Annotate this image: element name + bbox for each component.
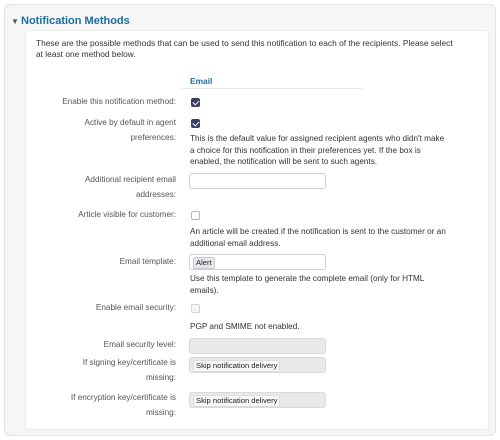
intro-text: These are the possible methods that can be used to send this notification to each of the recipients. Please select at least one method below. — [36, 38, 453, 59]
header-divider — [182, 88, 362, 89]
signing-missing-label-line2: missing: — [145, 373, 176, 382]
active-default-label-line1: Active by default in agent — [84, 118, 176, 127]
encryption-missing-label-line2: missing: — [145, 408, 176, 417]
security-level-select[interactable] — [189, 338, 326, 354]
active-default-checkbox[interactable] — [191, 119, 200, 128]
enable-method-checkbox[interactable] — [191, 98, 200, 107]
encryption-missing-label-line1: If encryption key/certificate is — [70, 393, 176, 402]
email-template-select[interactable] — [189, 254, 326, 270]
active-default-label-line2: preferences: — [130, 133, 176, 142]
signing-missing-label-line1: If signing key/certificate is — [82, 358, 176, 367]
article-visible-help: An article will be created if the notification is sent to the customer or an additional email address. — [190, 227, 446, 248]
encryption-missing-select[interactable] — [189, 392, 326, 408]
article-visible-label: Article visible for customer: — [78, 210, 176, 219]
email-security-label: Enable email security: — [95, 303, 176, 312]
security-level-label: Email security level: — [103, 340, 176, 349]
encryption-missing-value: Skip notification delivery — [193, 395, 280, 407]
methods-card — [25, 30, 489, 430]
email-template-label: Email template: — [119, 257, 176, 266]
enable-method-label: Enable this notification method: — [62, 97, 176, 106]
caret-down-icon: ▼ — [11, 16, 19, 26]
article-visible-checkbox[interactable] — [191, 211, 200, 220]
signing-missing-select[interactable] — [189, 357, 326, 373]
additional-addresses-input[interactable] — [189, 173, 326, 189]
signing-missing-value: Skip notification delivery — [193, 360, 280, 372]
additional-addresses-label-line2: addresses: — [135, 190, 176, 199]
method-column-header: Email — [190, 76, 213, 86]
notification-methods-panel — [4, 4, 496, 436]
email-security-checkbox[interactable] — [191, 304, 200, 313]
section-toggle[interactable] — [11, 13, 130, 29]
section-title: Notification Methods — [21, 15, 130, 27]
email-template-value: Alert — [193, 257, 215, 269]
email-security-help: PGP and SMIME not enabled. — [190, 322, 300, 331]
additional-addresses-label-line1: Additional recipient email — [84, 175, 176, 184]
active-default-help: This is the default value for assigned recipient agents who didn't make a choice for this notification in their preferences yet. If the box is enabled, the notification will be sent to such agents. — [190, 134, 445, 166]
email-template-help: Use this template to generate the complete email (only for HTML emails). — [190, 274, 425, 295]
